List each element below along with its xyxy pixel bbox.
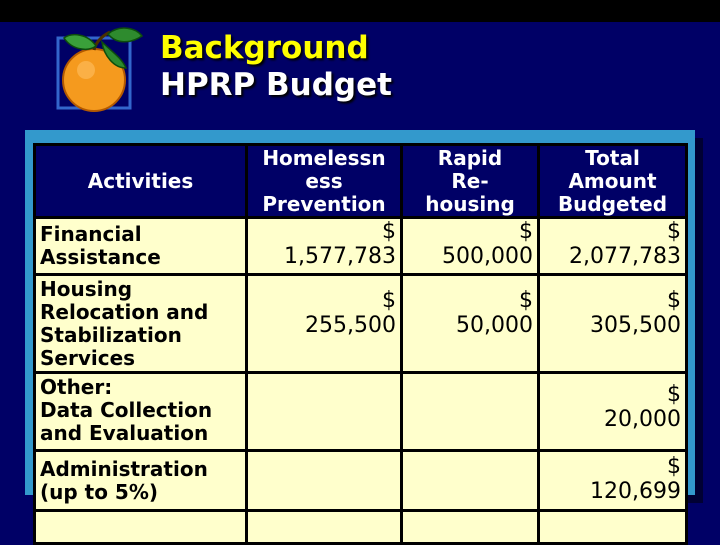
prevention-cell (247, 451, 402, 511)
header-rapid-rehousing: Rapid Re- housing (402, 145, 539, 218)
activity-label: Administration (up to 5%) (35, 451, 247, 511)
currency-symbol: $ (667, 454, 681, 479)
budget-table (33, 143, 688, 545)
currency-symbol: $ (667, 382, 681, 407)
rehousing-cell (402, 373, 539, 451)
table-row (35, 275, 687, 373)
prevention-cell (247, 275, 402, 373)
top-bar (0, 0, 720, 22)
currency-symbol: $ (382, 288, 396, 313)
activity-label (35, 511, 247, 544)
amount: 20,000 (604, 407, 681, 432)
total-cell (539, 511, 687, 544)
activity-label: Other: Data Collection and Evaluation (35, 373, 247, 451)
slide-title (160, 30, 392, 104)
prevention-cell (247, 511, 402, 544)
total-cell (539, 218, 687, 275)
total-cell (539, 373, 687, 451)
table-header-row (35, 145, 687, 218)
currency-symbol: $ (382, 219, 396, 244)
currency-symbol: $ (667, 288, 681, 313)
amount: 120,699 (590, 479, 681, 504)
orange-fruit-icon (50, 24, 150, 116)
amount: 255,500 (305, 313, 396, 338)
activity-label: Housing Relocation and Stabilization Services (35, 275, 247, 373)
table-row (35, 373, 687, 451)
rehousing-cell (402, 218, 539, 275)
table-row (35, 511, 687, 544)
amount: 1,577,783 (284, 244, 396, 269)
currency-symbol: $ (667, 219, 681, 244)
currency-symbol: $ (519, 288, 533, 313)
prevention-cell (247, 373, 402, 451)
rehousing-cell (402, 451, 539, 511)
activity-label: Financial Assistance (35, 218, 247, 275)
header-activities: Activities (35, 145, 247, 218)
title-line-1: Background (160, 30, 369, 66)
rehousing-cell (402, 275, 539, 373)
currency-symbol: $ (667, 512, 681, 537)
amount: 305,500 (590, 313, 681, 338)
rehousing-cell (402, 511, 539, 544)
prevention-cell (247, 218, 402, 275)
total-cell (539, 275, 687, 373)
title-line-2: HPRP Budget (160, 67, 392, 103)
total-cell (539, 451, 687, 511)
amount: 500,000 (442, 244, 533, 269)
amount: 50,000 (456, 313, 533, 338)
header-homelessness-prevention: Homelessn ess Prevention (247, 145, 402, 218)
table-row (35, 451, 687, 511)
amount: 2,077,783 (569, 244, 681, 269)
currency-symbol: $ (519, 219, 533, 244)
header-total-amount-budgeted: Total Amount Budgeted (539, 145, 687, 218)
table-row (35, 218, 687, 275)
